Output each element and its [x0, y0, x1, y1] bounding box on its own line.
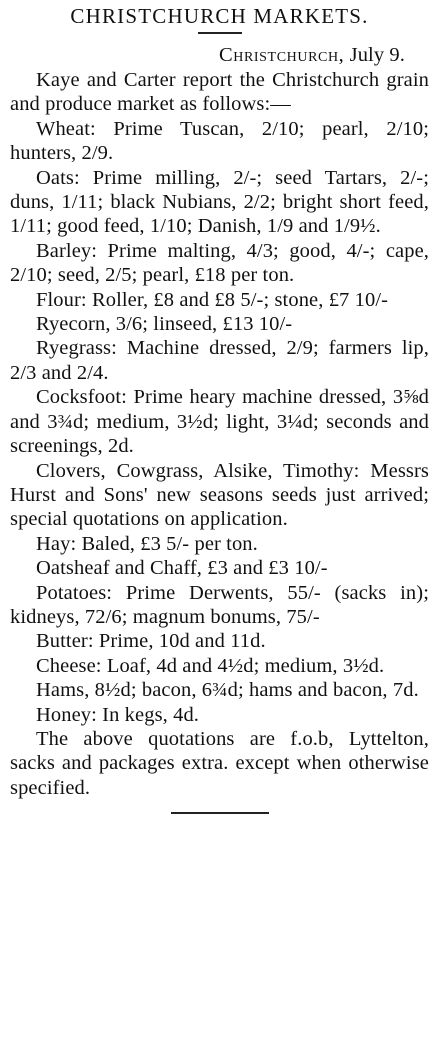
paragraph-wheat: Wheat: Prime Tuscan, 2/10; pearl, 2/10; hunters, 2/9.	[10, 117, 429, 165]
dateline-place: Christchurch,	[218, 44, 345, 66]
paragraph-ryecorn: Ryecorn, 3/6; linseed, £13 10/-	[36, 313, 293, 336]
paragraph-cocksfoot: Cocksfoot: Prime heary machine dressed, 3⅝d and 3¾d; medium, 3½d; light, 3¼d; seconds and screenings, 2d.	[10, 386, 429, 458]
paragraph-oatsheaf: Oatsheaf and Chaff, £3 and £3 10/-	[36, 557, 328, 580]
headline: CHRISTCHURCH MARKETS.	[70, 4, 369, 28]
paragraph-hay: Hay: Baled, £3 5/- per ton.	[36, 532, 258, 555]
headline-rule	[198, 32, 242, 34]
paragraph-ryegrass: Ryegrass: Machine dressed, 2/9; farmers lip, 2/3 and 2/4.	[10, 337, 429, 384]
paragraph-butter: Butter: Prime, 10d and 11d.	[36, 630, 266, 653]
paragraph-flour: Flour: Roller, £8 and £8 5/-; stone, £7 10/-	[36, 288, 389, 311]
paragraph-clovers: Clovers, Cowgrass, Alsike, Timothy: Messrs Hurst and Sons' new seasons seeds just arrived; special quotations on application.	[10, 459, 429, 531]
paragraph-potatoes: Potatoes: Prime Derwents, 55/- (sacks in); kidneys, 72/6; magnum bonums, 75/-	[10, 581, 429, 628]
paragraph-barley: Barley: Prime malting, 4/3; good, 4/-; cape, 2/10; seed, 2/5; pearl, £18 per ton.	[10, 239, 429, 287]
dateline-date: July 9.	[349, 44, 405, 66]
paragraph-hams: Hams, 8½d; bacon, 6¾d; hams and bacon, 7d.	[36, 679, 419, 702]
paragraph-intro: Kaye and Carter report the Christchurch grain and produce market as follows:—	[10, 69, 429, 116]
end-rule	[171, 812, 269, 814]
dateline	[10, 42, 429, 68]
paragraph-footnote: The above quotations are f.o.b, Lyttelton, sacks and packages extra. except when otherwise specified.	[10, 727, 429, 799]
paragraph-cheese: Cheese: Loaf, 4d and 4½d; medium, 3½d.	[36, 654, 385, 677]
paragraph-oats: Oats: Prime milling, 2/-; seed Tartars, 2/-; duns, 1/11; black Nubians, 2/2; bright short feed, 1/11; good feed, 1/10; Danish, 1/9 and 1/9½.	[10, 166, 429, 238]
paragraph-honey: Honey: In kegs, 4d.	[36, 703, 200, 726]
